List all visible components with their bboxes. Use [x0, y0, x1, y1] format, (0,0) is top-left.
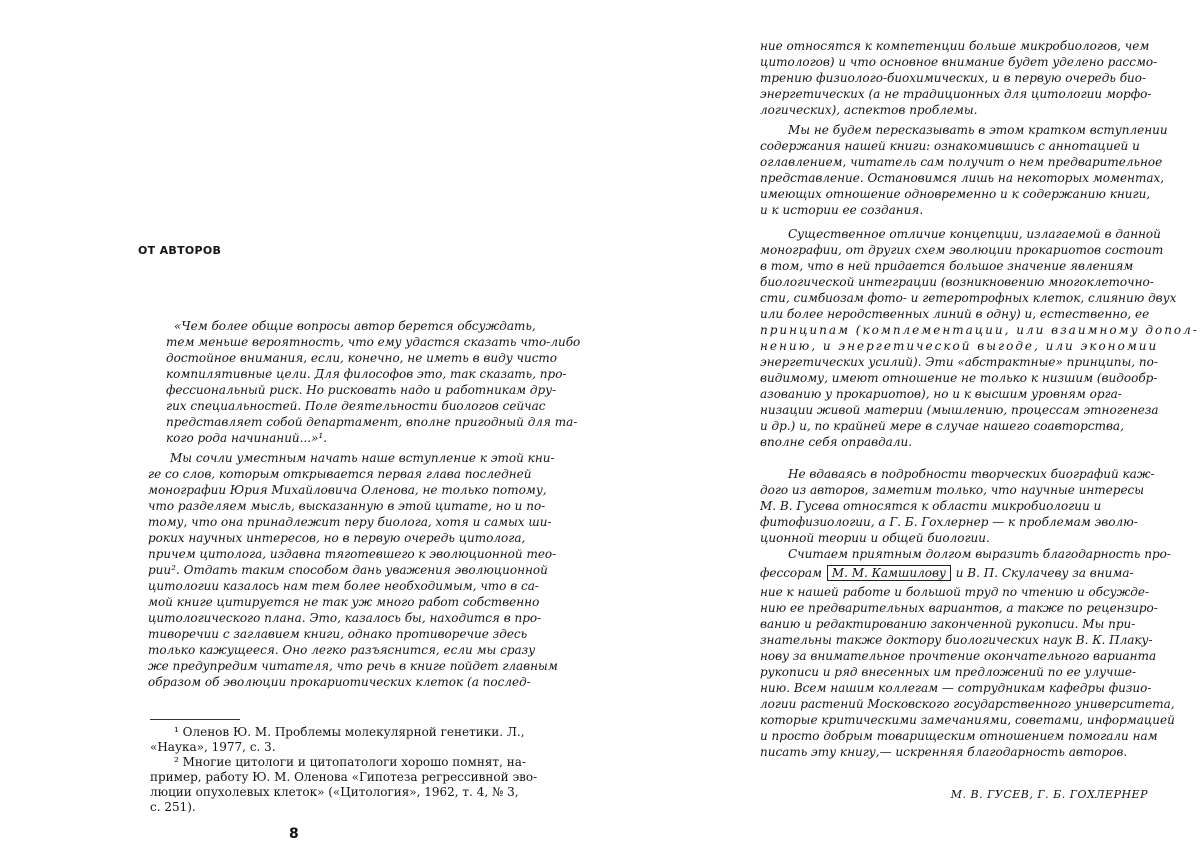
body-paragraph [760, 466, 1155, 546]
text-line: энергетических (а не традиционных для цитологии морфо- [760, 87, 1152, 101]
text-line: цитологии казалось нам тем более необходимым, что в са- [148, 579, 539, 593]
text-line: образом об эволюции прокариотических клеток (а послед- [148, 675, 531, 689]
text-line: принципам (комплементации, или взаимному допол- [760, 323, 1199, 337]
text-line: мой книге цитируется не так уж много работ собственно [148, 595, 540, 609]
text-line: или более неродственных линий в одну) и, естественно, ее [760, 307, 1150, 321]
text-line: азованию у прокариотов), но и к высшим уровням орга- [760, 387, 1122, 401]
text-line: представляет собой департамент, вполне пригодный для та- [166, 415, 578, 429]
text-line: Мы не будем пересказывать в этом кратком вступлении [788, 123, 1168, 137]
boxed-name: М. М. Камшилову [827, 565, 951, 581]
text-line: дого из авторов, заметим только, что научные интересы [760, 483, 1145, 497]
footnote-line: люции опухолевых клеток» («Цитология», 1962, т. 4, № 3, [150, 785, 519, 799]
text-line: нию ее предварительных вариантов, а также по рецензиро- [760, 601, 1158, 615]
text-line: энергетических усилий). Эти «абстрактные» принципы, по- [760, 355, 1158, 369]
body-paragraph [148, 450, 558, 690]
footnote-line: пример, работу Ю. М. Оленова «Гипотеза регрессивной эво- [150, 770, 538, 784]
text-line: Считаем приятным долгом выразить благодарность про- [788, 547, 1171, 561]
text-line: рукописи и ряд внесенных им предложений по ее улучше- [760, 665, 1137, 679]
text-line: имеющих отношение одновременно и к содержанию книги, [760, 187, 1151, 201]
text-line: и к истории ее создания. [760, 203, 924, 217]
text-line: тому, что она принадлежит перу биолога, хотя и самых ши- [148, 515, 552, 529]
text-line: писать эту книгу,— искренняя благодарность авторов. [760, 745, 1128, 759]
text-line: трению физиолого-биохимических, и в первую очередь био- [760, 71, 1147, 85]
text-line: цитологического плана. Это, казалось бы, находится в про- [148, 611, 542, 625]
page-heading: ОТ АВТОРОВ [138, 244, 222, 257]
text-line: причем цитолога, издавна тяготевшего к эволюционной тео- [148, 547, 557, 561]
epigraph-paragraph [166, 318, 580, 446]
text-line: же предупредим читателя, что речь в книге пойдет главным [148, 659, 558, 673]
text-line: компилятивные цели. Для философов это, так сказать, про- [166, 367, 567, 381]
text-line: биологической интеграции (возникновению многоклеточно- [760, 275, 1154, 289]
body-paragraph [760, 226, 1199, 450]
footnote-1 [150, 725, 525, 755]
text-line: логии растений Московского государственного университета, [760, 697, 1175, 711]
page-number: 8 [289, 826, 299, 842]
text-line: и просто добрым товарищеским отношением помогали нам [760, 729, 1158, 743]
footnote-line: «Наука», 1977, с. 3. [150, 740, 276, 754]
text-line: ние к нашей работе и большой труд по чтению и обсужде- [760, 585, 1150, 599]
footnote-2 [150, 755, 537, 815]
footnote-line: ¹ Оленов Ю. М. Проблемы молекулярной генетики. Л., [174, 725, 525, 739]
text-line: нению, и энергетической выгоде, или экономии [760, 339, 1159, 353]
text-line: знательны также доктору биологических наук В. К. Плаку- [760, 633, 1153, 647]
text-fragment: фессорам [760, 566, 822, 580]
text-line: ванию и редактированию законченной рукописи. Мы при- [760, 617, 1136, 631]
footnote-line: ² Многие цитологи и цитопатологи хорошо помнят, на- [174, 755, 526, 769]
text-line: видимому, имеют отношение не только к низшим (видообр- [760, 371, 1158, 385]
text-line: низации живой материи (мышлению, процессам этногенеза [760, 403, 1159, 417]
text-fragment: и В. П. Скулачеву за внима- [955, 566, 1134, 580]
text-line: Существенное отличие концепции, излагаемой в данной [788, 227, 1161, 241]
text-line: нову за внимательное прочтение окончательного варианта [760, 649, 1157, 663]
text-line: представление. Остановимся лишь на некоторых моментах, [760, 171, 1165, 185]
text-line [760, 562, 1175, 584]
footnote-divider [150, 719, 240, 720]
text-line: «Чем более общие вопросы автор берется обсуждать, [174, 319, 536, 333]
text-line: М. В. Гусева относятся к области микробиологии и [760, 499, 1102, 513]
text-line: сти, симбиозам фото- и гетеротрофных клеток, слиянию двух [760, 291, 1177, 305]
text-line: вполне себя оправдали. [760, 435, 913, 449]
text-line: ние относятся к компетенции больше микробиологов, чем [760, 39, 1150, 53]
text-line: которые критическими замечаниями, советами, информацией [760, 713, 1175, 727]
text-line: фессиональный риск. Но рисковать надо и работникам дру- [166, 383, 557, 397]
text-line: кого рода начинаний...»¹. [166, 431, 328, 445]
text-line: логических), аспектов проблемы. [760, 103, 978, 117]
text-line: тем меньше вероятность, что ему удастся сказать что-либо [166, 335, 581, 349]
text-line: нию. Всем нашим коллегам — сотрудникам кафедры физио- [760, 681, 1152, 695]
footnote-line: с. 251). [150, 800, 196, 814]
body-paragraph [760, 38, 1157, 118]
text-line: гих специальностей. Поле деятельности биологов сейчас [166, 399, 546, 413]
text-line: Не вдаваясь в подробности творческих биографий каж- [788, 467, 1155, 481]
text-line: роких научных интересов, но в первую очередь цитолога, [148, 531, 526, 545]
text-line: оглавлением, читатель сам получит о нем предварительное [760, 155, 1163, 169]
text-line: рии². Отдать таким способом дань уважения эволюционной [148, 563, 548, 577]
text-line: тиворечии с заглавием книги, однако противоречие здесь [148, 627, 528, 641]
text-line: что разделяем мысль, высказанную в этой цитате, но и по- [148, 499, 546, 513]
text-line: Мы сочли уместным начать наше вступление к этой кни- [170, 451, 555, 465]
acknowledgements-paragraph [760, 546, 1175, 760]
text-line: ге со слов, которым открывается первая глава последней [148, 467, 532, 481]
text-line: фитофизиологии, а Г. Б. Гохлернер — к проблемам эволю- [760, 515, 1138, 529]
text-line: цитологов) и что основное внимание будет уделено рассмо- [760, 55, 1158, 69]
right-page [600, 0, 1200, 866]
text-line: монографии Юрия Михайловича Оленова, не только потому, [148, 483, 547, 497]
text-line: только кажущееся. Оно легко разъяснится, если мы сразу [148, 643, 536, 657]
body-paragraph [760, 122, 1168, 218]
text-line: достойное внимания, если, конечно, не иметь в виду чисто [166, 351, 558, 365]
authors-signature: М. В. ГУСЕВ, Г. Б. ГОХЛЕРНЕР [950, 788, 1148, 801]
text-line: монографии, от других схем эволюции прокариотов состоит [760, 243, 1164, 257]
text-line: содержания нашей книги: ознакомившись с аннотацией и [760, 139, 1140, 153]
text-line: и др.) и, по крайней мере в случае нашего соавторства, [760, 419, 1124, 433]
text-line: в том, что в ней придается большое значение явлениям [760, 259, 1134, 273]
text-line: ционной теории и общей биологии. [760, 531, 990, 545]
